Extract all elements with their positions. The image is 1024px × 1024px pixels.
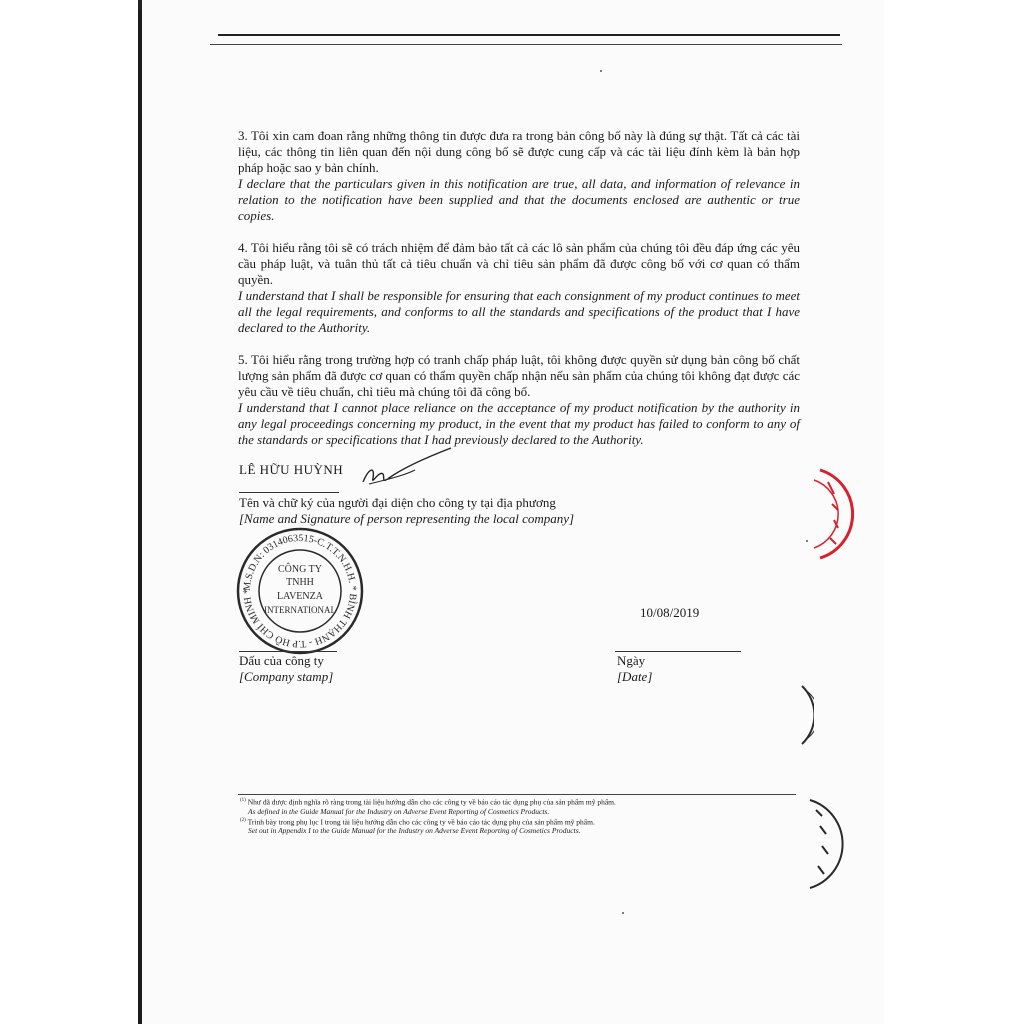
- signatory-name: LÊ HỮU HUỲNH: [239, 462, 344, 477]
- date-label-en: [Date]: [617, 669, 653, 684]
- scan-speck: [806, 540, 808, 542]
- stamp-label-en: [Company stamp]: [239, 669, 334, 684]
- paragraph-text-vi: 4. Tôi hiểu rằng tôi sẽ có trách nhiệm để đảm bảo tất cả các lô sản phẩm của chúng tôi đều đáp ứng các yêu cầu pháp luật, và tuân thủ tất cả tiêu chuẩn và chỉ tiêu sản phẩm đã được công bố với cơ quan có thẩm quyền.: [238, 240, 800, 287]
- declaration-paragraph-5: [238, 352, 800, 448]
- paragraph-text-vi: 5. Tôi hiểu rằng trong trường hợp có tranh chấp pháp luật, tôi không được quyền sử dụng bản công bố chất lượng sản phẩm đã được cơ quan có thẩm quyền chấp nhận nếu sản phẩm của chúng tôi không đạt được các yêu cầu về tiêu chuẩn, chỉ tiêu mà chúng tôi đã công bố.: [238, 352, 800, 399]
- footnote-1-vi: $^{(1)}$ Như đã được định nghĩa rõ ràng trong tài liệu hướng dẫn cho các công ty về báo cáo tác dụng phụ của sản phẩm mỹ phẩm.: [240, 797, 616, 807]
- paragraph-text-vi: 3. Tôi xin cam đoan rằng những thông tin được đưa ra trong bản công bố này là đúng sự thật. Tất cả các tài liệu, các thông tin liên quan đến nội dung công bố sẽ được cung cấp và các tài liệu đính kèm là bản hợp pháp hoặc sao y bản chính.: [238, 128, 800, 175]
- header-rule-secondary: [210, 44, 842, 45]
- signature-line: [239, 492, 339, 493]
- footnote-1-en: As defined in the Guide Manual for the Industry on Adverse Event Reporting of Cosmetics Products.: [248, 806, 550, 816]
- declaration-paragraph-4: [238, 240, 800, 336]
- date-value: 10/08/2019: [640, 605, 700, 620]
- signatory-caption-en: [Name and Signature of person representing the local company]: [239, 511, 575, 526]
- scan-speck: [622, 912, 624, 914]
- scan-speck: [600, 70, 602, 72]
- paragraph-text-en: I understand that I cannot place reliance on the acceptance of my product notification by the authority in any legal proceedings concerning my product, in the event that my product has failed to conform to any of the standards or specifications that I had previously declared to the Authority.: [238, 400, 800, 447]
- footnote-2-en: Set out in Appendix I to the Guide Manual for the Industry on Adverse Event Reporting of Cosmetics Products.: [248, 826, 581, 835]
- stamp-label-vi: Dấu của công ty: [239, 653, 324, 668]
- stamp-line-1: CÔNG TY: [278, 564, 322, 575]
- footnotes: [240, 796, 800, 835]
- stamp-line-4: INTERNATIONAL: [264, 605, 336, 615]
- company-stamp: [233, 524, 367, 658]
- handwritten-signature: [355, 440, 455, 500]
- stamp-line-2: TNHH: [286, 577, 314, 588]
- paragraph-text-en: I understand that I shall be responsible for ensuring that each consignment of my product continues to meet all the legal requirements, and conforms to all the standards and specifications of the product that I have declared to the Authority.: [238, 288, 800, 335]
- date-label-vi: Ngày: [617, 653, 646, 668]
- partial-red-seal: [810, 464, 860, 564]
- stamp-line-3: LAVENZA: [277, 591, 323, 602]
- stamp-ring-text: M.S.D.N: 0314063515-C.T.T.N.H.H. * BÌNH THẠNH - T.P HỒ CHÍ MINH *: [241, 532, 359, 650]
- stamp-line: [239, 651, 337, 652]
- declaration-paragraph-3: [238, 128, 800, 224]
- partial-seal-fragment-lower: [804, 796, 844, 892]
- header-rule: [218, 34, 840, 36]
- date-line: [615, 651, 741, 652]
- partial-seal-fragment: [798, 684, 814, 746]
- signatory-caption-vi: Tên và chữ ký của người đại diện cho công ty tại địa phương: [239, 495, 556, 510]
- footnote-2-vi: $^{(2)}$ Trình bày trong phụ lục I trong tài liệu hướng dẫn cho các công ty về báo cáo tác dụng phụ của sản phẩm mỹ phẩm.: [240, 817, 595, 826]
- scan-margin-left: [0, 0, 140, 1024]
- footnote-rule: [238, 794, 796, 795]
- paragraph-text-en: I declare that the particulars given in this notification are true, all data, and information of relevance in relation to the notification have been supplied and that the documents enclosed are authentic or true copies.: [238, 176, 800, 223]
- scan-margin-right: [884, 0, 1024, 1024]
